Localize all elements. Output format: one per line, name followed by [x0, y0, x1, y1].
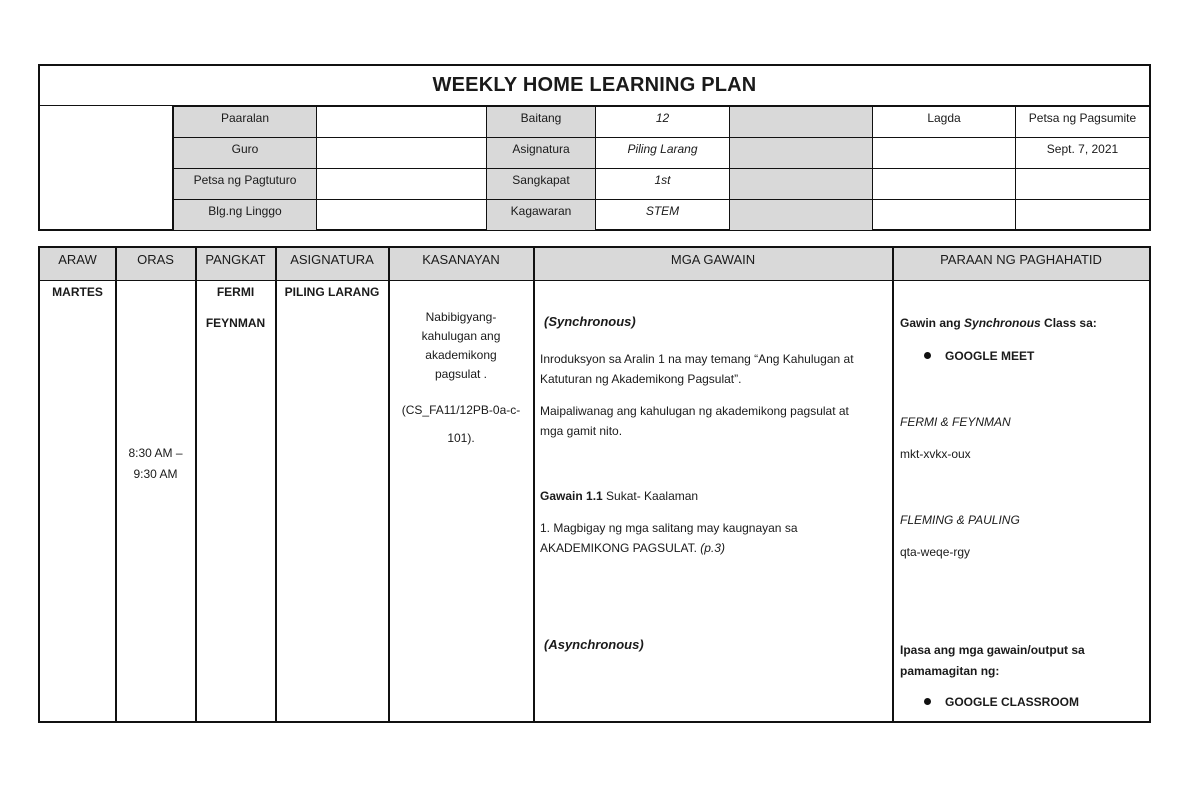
kagawaran-value: STEM [596, 200, 730, 231]
ipasa-text [900, 640, 1085, 682]
paaralan-value [317, 107, 487, 138]
kasanayan-line: akademikong [425, 348, 497, 362]
task-line [540, 538, 890, 558]
task-line: 1. Magbigay ng mga salitang may kaugnayan sa [540, 521, 798, 535]
asignatura-label: Asignatura [487, 138, 596, 169]
asynchronous-label: (Asynchronous) [544, 637, 644, 652]
oras-value [116, 443, 195, 485]
ipasa-line: pamamagitan ng: [900, 664, 1000, 678]
baitang-label: Baitang [487, 107, 596, 138]
col-header-pangkat: PANGKAT [205, 252, 266, 267]
gray-cell [730, 107, 873, 138]
blank-cell [873, 169, 1016, 200]
bullet-icon [924, 698, 931, 705]
blank-cell [1016, 200, 1150, 231]
gray-cell [730, 138, 873, 169]
header-blank-cell [40, 106, 173, 229]
group2-code: qta-weqe-rgy [900, 545, 971, 559]
kasanayan-line: kahulugan ang [421, 329, 501, 343]
kasanayan-code [389, 396, 533, 452]
task-line-text: AKADEMIKONG PAGSULAT. [540, 541, 697, 555]
col-header-paraan: PARAAN NG PAGHAHATID [940, 252, 1102, 267]
info-table [173, 106, 1150, 231]
google-classroom-item [924, 692, 1079, 712]
intro-line: Katuturan ng Akademikong Pagsulat”. [540, 372, 742, 386]
column-divider [533, 248, 535, 721]
petsa-pagtuturo-label: Petsa ng Pagtuturo [174, 169, 317, 200]
explain-line: Maipaliwanag ang kahulugan ng akademikong pagsulat at [540, 404, 849, 418]
pangkat-feynman: FEYNMAN [205, 316, 266, 330]
guro-label: Guro [174, 138, 317, 169]
col-header-kasanayan: KASANAYAN [422, 252, 500, 267]
explain-text [540, 401, 890, 441]
gray-cell [730, 200, 873, 231]
gawin-post: Class sa: [1040, 316, 1097, 330]
info-row [174, 107, 1150, 138]
kasanayan-line: pagsulat . [434, 367, 488, 381]
column-divider [892, 248, 894, 721]
gawain-heading [540, 486, 698, 506]
blg-linggo-value [317, 200, 487, 231]
task-text [540, 518, 890, 558]
col-header-araw: ARAW [58, 252, 97, 267]
google-meet-item [924, 346, 1034, 366]
gawin-class-text [900, 313, 1097, 333]
kasanayan-line: Nabibigyang- [425, 310, 497, 324]
group2-label: FLEMING & PAULING [900, 513, 1020, 527]
sangkapat-label: Sangkapat [487, 169, 596, 200]
group1-code: mkt-xvkx-oux [900, 447, 971, 461]
page-title: WEEKLY HOME LEARNING PLAN [40, 66, 1149, 106]
petsa-pagtuturo-value [317, 169, 487, 200]
blg-linggo-label: Blg.ng Linggo [174, 200, 317, 231]
oras-line: 8:30 AM – [128, 446, 183, 460]
lagda-label: Lagda [873, 107, 1016, 138]
col-header-mga-gawain: MGA GAWAIN [670, 252, 756, 267]
kasanayan-text [389, 308, 533, 384]
paaralan-label: Paaralan [174, 107, 317, 138]
intro-line: Inroduksyon sa Aralin 1 na may temang “Ang Kahulugan at [540, 352, 854, 366]
google-classroom-label: GOOGLE CLASSROOM [945, 695, 1080, 709]
kasanayan-code-line: (CS_FA11/12PB-0a-c- [401, 403, 521, 417]
info-row [174, 200, 1150, 231]
kagawaran-label: Kagawaran [487, 200, 596, 231]
gawain-subtitle: Sukat- Kaalaman [602, 489, 699, 503]
column-divider [275, 248, 277, 721]
baitang-value: 12 [596, 107, 730, 138]
col-header-oras: ORAS [137, 252, 174, 267]
blank-cell [873, 138, 1016, 169]
pangkat-fermi: FERMI [216, 285, 255, 299]
guro-value [317, 138, 487, 169]
gawin-pre: Gawin ang [900, 316, 965, 330]
col-header-asignatura: ASIGNATURA [290, 252, 374, 267]
oras-line: 9:30 AM [133, 467, 178, 481]
blank-cell [1016, 169, 1150, 200]
ipasa-line: Ipasa ang mga gawain/output sa [900, 643, 1085, 657]
petsa-pagsumite-value: Sept. 7, 2021 [1016, 138, 1150, 169]
gawin-italic: Synchronous [964, 316, 1041, 330]
asignatura-value: PILING LARANG [284, 285, 380, 299]
sangkapat-value: 1st [596, 169, 730, 200]
bullet-icon [924, 352, 931, 359]
info-row [174, 138, 1150, 169]
blank-cell [873, 200, 1016, 231]
gray-cell [730, 169, 873, 200]
info-row [174, 169, 1150, 200]
explain-line: mga gamit nito. [540, 424, 623, 438]
synchronous-label: (Synchronous) [544, 314, 636, 329]
asignatura-value: Piling Larang [596, 138, 730, 169]
kasanayan-code-line: 101). [447, 431, 475, 445]
task-page-ref: (p.3) [696, 541, 725, 555]
intro-text [540, 349, 890, 389]
gawain-title: Gawain 1.1 [540, 489, 603, 503]
group1-label: FERMI & FEYNMAN [900, 415, 1011, 429]
google-meet-label: GOOGLE MEET [945, 349, 1035, 363]
araw-value: MARTES [52, 285, 103, 299]
petsa-pagsumite-label: Petsa ng Pagsumite [1016, 107, 1150, 138]
